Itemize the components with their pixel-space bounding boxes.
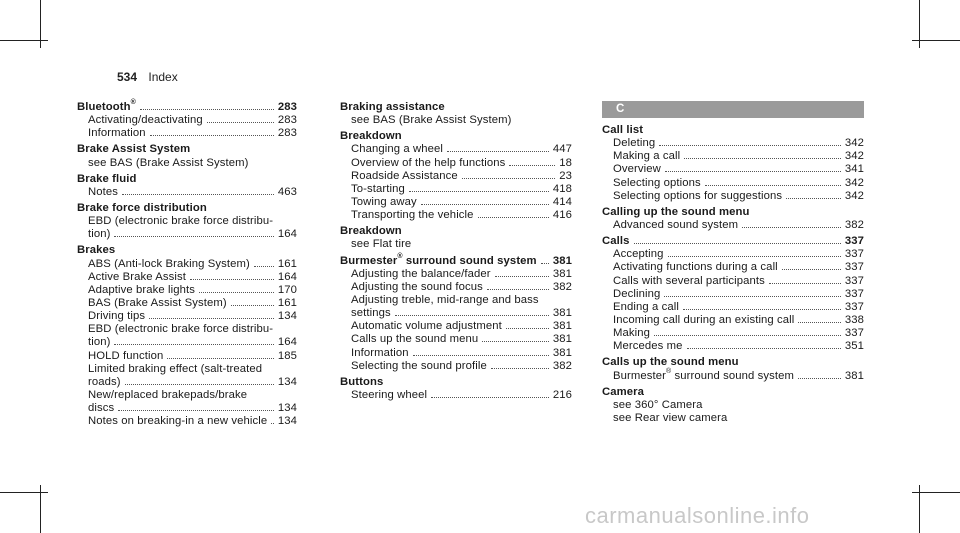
entry-text: BAS (Brake Assist System) <box>88 296 227 309</box>
index-heading <box>602 386 864 399</box>
dot-leader <box>782 268 841 270</box>
entry-text: ABS (Anti-lock Braking System) <box>88 257 250 270</box>
dot-leader <box>167 357 273 359</box>
entry-text: Buttons <box>340 375 384 388</box>
page-ref[interactable]: 381 <box>552 254 572 267</box>
index-subentry <box>340 238 572 251</box>
dot-leader <box>786 197 841 199</box>
index-heading <box>77 173 297 186</box>
dot-leader <box>798 377 841 379</box>
entry-text: Making a call <box>613 150 681 163</box>
index-subentry <box>77 323 297 336</box>
dot-leader <box>231 304 274 306</box>
index-subentry[interactable] <box>340 170 572 183</box>
entry-text: Brakes <box>77 244 116 257</box>
index-subentry[interactable] <box>340 333 572 346</box>
entry-text: Steering wheel <box>351 388 428 401</box>
entry-text: discs <box>88 402 115 415</box>
dot-leader <box>509 164 555 166</box>
index-subentry[interactable] <box>77 271 297 284</box>
entry-text: Braking assistance <box>340 101 445 113</box>
page-ref[interactable]: 342 <box>844 176 864 189</box>
dot-leader <box>634 242 841 244</box>
entry-text: Mercedes me <box>613 340 683 353</box>
index-subentry[interactable] <box>602 163 864 176</box>
entry-text: tion) <box>88 228 111 241</box>
entry-text: Activating functions during a call <box>613 261 778 274</box>
page-ref[interactable]: 342 <box>844 137 864 150</box>
entry-text: EBD (electronic brake force distribu- <box>88 323 274 336</box>
entry-text: Information <box>351 346 409 359</box>
entry-text: Transporting the vehicle <box>351 209 474 222</box>
page-ref[interactable]: 381 <box>552 346 572 359</box>
index-subentry[interactable] <box>77 258 297 271</box>
page-header <box>117 70 178 84</box>
page-ref[interactable]: 337 <box>844 287 864 300</box>
page-ref[interactable]: 134 <box>277 375 297 388</box>
index-heading <box>340 130 572 143</box>
page-ref[interactable]: 164 <box>277 270 297 283</box>
index-heading <box>602 124 864 137</box>
entry-text: see BAS (Brake Assist System) <box>351 114 512 127</box>
dot-leader <box>742 226 841 228</box>
page-ref[interactable]: 337 <box>844 327 864 340</box>
dot-leader <box>114 343 273 345</box>
entry-text: Roadside Assistance <box>351 169 458 182</box>
page-ref[interactable]: 381 <box>552 320 572 333</box>
index-subentry[interactable] <box>77 297 297 310</box>
page-ref[interactable]: 337 <box>844 248 864 261</box>
entry-text: Brake force distribution <box>77 201 207 214</box>
entry-text: Ending a call <box>613 300 679 313</box>
entry-text: Notes on breaking-in a new vehicle <box>88 415 268 428</box>
page-ref[interactable]: 337 <box>844 235 864 248</box>
dot-leader <box>684 157 841 159</box>
entry-text: tion) <box>88 336 111 349</box>
entry-text: Camera <box>602 385 645 398</box>
entry-text: Selecting options <box>613 176 701 189</box>
page-ref[interactable]: 134 <box>277 415 297 428</box>
page-ref[interactable]: 342 <box>844 150 864 163</box>
page-ref[interactable]: 338 <box>844 313 864 326</box>
page-ref[interactable]: 161 <box>277 257 297 270</box>
entry-text: New/replaced brakepads/brake <box>88 388 248 401</box>
index-column-2 <box>340 101 572 402</box>
page-ref[interactable]: 283 <box>277 114 297 127</box>
dot-leader <box>150 134 274 136</box>
entry-text: Advanced sound system <box>613 218 739 231</box>
dot-leader <box>421 203 549 205</box>
page-ref[interactable]: 341 <box>844 163 864 176</box>
entry-text: Selecting the sound profile <box>351 359 487 372</box>
index-subentry[interactable] <box>77 402 297 415</box>
dot-leader <box>125 383 274 385</box>
entry-text: see Rear view camera <box>613 411 728 424</box>
entry-text: Calls up the sound menu <box>351 333 479 346</box>
page-ref[interactable]: 381 <box>844 369 864 382</box>
entry-text: Towing away <box>351 195 417 208</box>
entry-text: Brake fluid <box>77 172 137 185</box>
entry-text: Adaptive brake lights <box>88 283 195 296</box>
entry-text: roads) <box>88 375 121 388</box>
entry-text: Overview of the help functions <box>351 156 506 169</box>
index-subentry <box>77 389 297 402</box>
index-subentry[interactable] <box>602 288 864 301</box>
entry-text: EBD (electronic brake force distribu- <box>88 215 274 228</box>
page-ref[interactable]: 170 <box>277 283 297 296</box>
index-heading[interactable] <box>340 252 572 268</box>
entry-text: Adjusting treble, mid-range and bass <box>351 293 539 306</box>
index-subentry <box>602 412 864 425</box>
dot-leader <box>491 367 549 369</box>
crop-mark <box>912 492 960 493</box>
index-subentry[interactable] <box>602 367 864 383</box>
entry-text: Accepting <box>613 248 664 261</box>
entry-text: HOLD function <box>88 349 164 362</box>
entry-text: Adjusting the balance/fader <box>351 267 491 280</box>
dot-leader <box>395 314 549 316</box>
index-subentry[interactable] <box>340 196 572 209</box>
index-heading <box>340 101 572 114</box>
page-ref[interactable]: 337 <box>844 300 864 313</box>
index-subentry <box>77 215 297 228</box>
index-heading <box>340 376 572 389</box>
index-column-1 <box>77 101 297 428</box>
entry-text: Information <box>88 127 146 140</box>
entry-text: Burmester® surround sound system <box>340 252 537 267</box>
index-subentry <box>602 399 864 412</box>
entry-text: Driving tips <box>88 310 146 323</box>
page-ref[interactable]: 18 <box>559 156 572 169</box>
page-ref[interactable]: 23 <box>559 169 572 182</box>
dot-leader <box>478 216 549 218</box>
page-ref[interactable]: 381 <box>552 333 572 346</box>
page-ref[interactable]: 382 <box>844 218 864 231</box>
crop-mark <box>0 492 48 493</box>
index-subentry[interactable] <box>77 228 297 241</box>
page-ref[interactable]: 164 <box>277 336 297 349</box>
index-heading <box>340 225 572 238</box>
index-heading <box>77 143 297 156</box>
index-subentry[interactable] <box>77 350 297 363</box>
entry-text: Deleting <box>613 137 656 150</box>
index-subentry[interactable] <box>602 219 864 232</box>
index-column-3 <box>602 101 864 425</box>
index-subentry <box>340 114 572 127</box>
index-subentry[interactable] <box>77 186 297 199</box>
dot-leader <box>114 235 273 237</box>
index-heading[interactable] <box>77 101 297 114</box>
dot-leader <box>409 190 549 192</box>
page-ref[interactable]: 337 <box>844 274 864 287</box>
entry-text: Bluetooth® <box>77 99 136 113</box>
watermark: carmanualsonline.info <box>585 503 810 528</box>
index-subentry[interactable] <box>77 310 297 323</box>
dot-leader <box>447 150 549 152</box>
index-subentry <box>77 363 297 376</box>
entry-text: Selecting options for suggestions <box>613 189 783 202</box>
dot-leader <box>254 265 274 267</box>
dot-leader <box>668 255 841 257</box>
index-subentry[interactable] <box>602 301 864 314</box>
entry-text: Calling up the sound menu <box>602 205 750 218</box>
page-ref[interactable]: 381 <box>552 267 572 280</box>
entry-text: Burmester® surround sound system <box>613 367 795 382</box>
index-subentry[interactable] <box>340 347 572 360</box>
dot-leader <box>495 275 549 277</box>
entry-text: Calls <box>602 235 630 248</box>
index-subentry[interactable] <box>340 268 572 281</box>
dot-leader <box>664 295 840 297</box>
index-subentry[interactable] <box>77 376 297 389</box>
dot-leader <box>190 278 274 280</box>
index-subentry[interactable] <box>340 307 572 320</box>
index-subentry <box>340 294 572 307</box>
index-subentry[interactable] <box>340 209 572 222</box>
entry-text: see BAS (Brake Assist System) <box>88 156 249 169</box>
dot-leader <box>659 144 841 146</box>
page-ref[interactable]: 416 <box>552 209 572 222</box>
index-subentry[interactable] <box>340 157 572 170</box>
dot-leader <box>798 321 840 323</box>
entry-text: Incoming call during an existing call <box>613 313 795 326</box>
dot-leader <box>683 308 841 310</box>
entry-text: Breakdown <box>340 130 402 143</box>
page-ref[interactable]: 134 <box>277 402 297 415</box>
dot-leader <box>705 184 841 186</box>
dot-leader <box>665 170 841 172</box>
page-ref[interactable]: 161 <box>277 296 297 309</box>
page-ref[interactable]: 418 <box>552 182 572 195</box>
index-subentry[interactable] <box>77 284 297 297</box>
entry-text: Breakdown <box>340 225 402 238</box>
page-ref[interactable]: 414 <box>552 195 572 208</box>
entry-text: Adjusting the sound focus <box>351 280 483 293</box>
index-subentry[interactable] <box>77 336 297 349</box>
page-ref[interactable]: 134 <box>277 310 297 323</box>
page-ref[interactable]: 351 <box>844 340 864 353</box>
page-ref[interactable]: 283 <box>277 127 297 140</box>
entry-text: Call list <box>602 124 644 136</box>
index-subentry[interactable] <box>77 127 297 140</box>
index-heading <box>77 202 297 215</box>
dot-leader <box>462 177 555 179</box>
entry-text: Activating/deactivating <box>88 114 203 127</box>
entry-text: Changing a wheel <box>351 143 444 156</box>
letter-heading: C <box>602 101 864 118</box>
index-subentry[interactable] <box>340 389 572 402</box>
dot-leader <box>487 288 549 290</box>
page-ref[interactable]: 381 <box>552 307 572 320</box>
index-subentry[interactable] <box>602 340 864 353</box>
page-number: 534 <box>117 70 138 84</box>
dot-leader <box>769 282 841 284</box>
entry-text: Active Brake Assist <box>88 270 186 283</box>
page-ref[interactable]: 337 <box>844 261 864 274</box>
index-subentry[interactable] <box>340 143 572 156</box>
entry-text: Calls with several participants <box>613 274 765 287</box>
page-ref[interactable]: 382 <box>552 359 572 372</box>
entry-text: To-starting <box>351 182 405 195</box>
dot-leader <box>413 354 549 356</box>
entry-text: Making <box>613 327 651 340</box>
index-heading[interactable] <box>602 235 864 248</box>
dot-leader <box>207 121 274 123</box>
entry-text: Notes <box>88 185 119 198</box>
index-subentry[interactable] <box>602 190 864 203</box>
crop-mark <box>0 40 48 41</box>
index-subentry[interactable] <box>602 314 864 327</box>
dot-leader <box>140 108 274 110</box>
index-subentry[interactable] <box>340 183 572 196</box>
page-ref[interactable]: 164 <box>277 228 297 241</box>
dot-leader <box>482 340 549 342</box>
entry-text: Limited braking effect (salt-treated <box>88 362 263 375</box>
page-ref[interactable]: 185 <box>277 349 297 362</box>
dot-leader <box>149 317 274 319</box>
page-ref[interactable]: 447 <box>552 143 572 156</box>
index-subentry <box>77 157 297 170</box>
entry-text: settings <box>351 307 391 320</box>
entry-text: Automatic volume adjustment <box>351 320 502 333</box>
index-subentry[interactable] <box>77 415 297 428</box>
dot-leader <box>271 422 274 424</box>
index-subentry[interactable] <box>602 177 864 190</box>
dot-leader <box>431 396 549 398</box>
index-subentry[interactable] <box>602 261 864 274</box>
index-subentry[interactable] <box>602 150 864 163</box>
page-ref[interactable]: 283 <box>277 101 297 113</box>
entry-text: Calls up the sound menu <box>602 356 739 369</box>
dot-leader <box>118 409 274 411</box>
index-heading <box>602 206 864 219</box>
page-ref[interactable]: 342 <box>844 189 864 202</box>
entry-text: Declining <box>613 287 661 300</box>
page-ref[interactable]: 382 <box>552 280 572 293</box>
dot-leader <box>199 291 274 293</box>
dot-leader <box>506 327 549 329</box>
index-subentry[interactable] <box>602 275 864 288</box>
index-subentry[interactable] <box>340 320 572 333</box>
entry-text: see 360° Camera <box>613 398 703 411</box>
dot-leader <box>654 334 841 336</box>
index-subentry[interactable] <box>602 327 864 340</box>
crop-mark <box>912 40 960 41</box>
entry-text: Overview <box>613 163 661 176</box>
index-subentry[interactable] <box>602 137 864 150</box>
page-ref[interactable]: 463 <box>277 185 297 198</box>
dot-leader <box>541 262 549 264</box>
section-title: Index <box>148 70 178 84</box>
index-subentry[interactable] <box>77 114 297 127</box>
dot-leader <box>122 193 274 195</box>
index-heading <box>77 244 297 257</box>
index-subentry[interactable] <box>340 281 572 294</box>
dot-leader <box>687 347 841 349</box>
index-heading <box>602 356 864 369</box>
page-ref[interactable]: 216 <box>552 388 572 401</box>
entry-text: Brake Assist System <box>77 143 191 156</box>
index-subentry[interactable] <box>340 360 572 373</box>
entry-text: see Flat tire <box>351 238 412 251</box>
index-subentry[interactable] <box>602 248 864 261</box>
